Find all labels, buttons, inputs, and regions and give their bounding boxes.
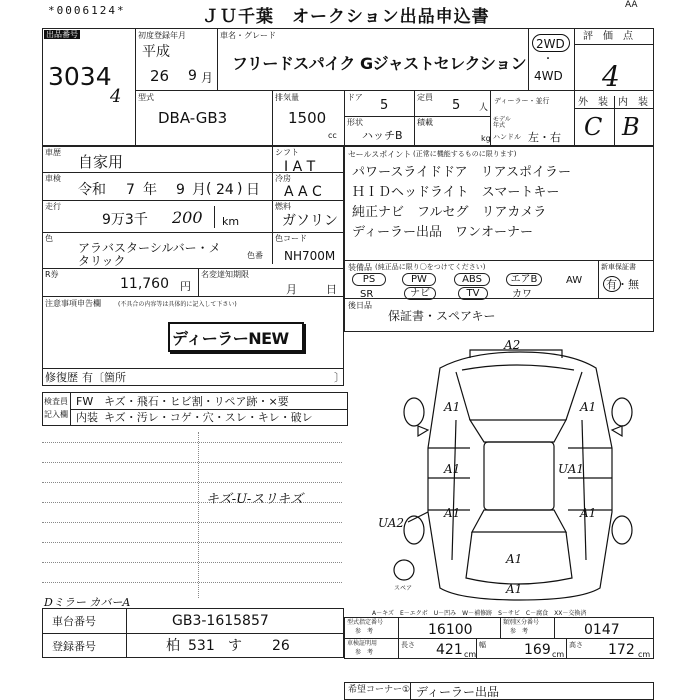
capacity-value: 5: [452, 98, 461, 113]
mileage-value: 9万3千: [102, 212, 148, 228]
recycle-unit: 円: [180, 280, 191, 293]
registration-label: 初度登録年月: [138, 31, 186, 40]
sales-point-line: パワースライドドア リアスポイラー: [352, 165, 572, 180]
interior-label: 内 装: [618, 97, 648, 108]
form-title: ＪＵ千葉 オークション出品申込書: [202, 7, 490, 27]
damage-mark: A1: [506, 552, 523, 566]
plate-class: 531: [188, 638, 215, 654]
shape-label: 形状: [347, 118, 363, 127]
name-change-month: 月: [286, 283, 297, 296]
vehicle-name: フリードスパイク Gジャストセレクション: [232, 54, 527, 73]
capacity-label: 定員: [417, 93, 433, 102]
inspection-day: 24: [216, 182, 234, 198]
shift-label: シフト: [275, 148, 299, 157]
inspection-day-close: ): [237, 181, 243, 197]
notice-hint: (不具合の内容等は具体的に記入して下さい): [118, 301, 237, 308]
repair-label: 修復歴: [45, 371, 78, 384]
fuel-label: 燃料: [275, 202, 291, 211]
inspection-month-unit: 月: [192, 182, 206, 198]
fuel-value: ガソリン: [282, 213, 338, 229]
displacement-value: 1500: [288, 109, 327, 127]
shape-value: ハッチB: [362, 129, 403, 142]
width-value: 169: [524, 642, 551, 658]
registration-year: 26: [150, 67, 170, 85]
class-no-value: 0147: [584, 622, 620, 638]
damage-mark: A1: [580, 400, 597, 414]
shift-value: I A T: [284, 159, 316, 175]
class-no-label: 類別区分番号: [503, 619, 540, 626]
equip-sr: SR: [360, 289, 374, 300]
sales-point-line: 純正ナビ フルセグ リアカメラ: [352, 205, 547, 220]
chassis-value: GB3-1615857: [172, 613, 269, 629]
equipment-label: 装備品: [348, 263, 372, 272]
drive-dot: ・: [543, 54, 553, 65]
inspection-year: 7: [126, 182, 135, 198]
type-approval-value: 16100: [428, 622, 473, 638]
length-value: 421: [436, 642, 463, 658]
sales-point-line: ディーラー出品 ワンオーナー: [352, 225, 533, 240]
remarks-label: 後日品: [348, 301, 372, 310]
displacement-unit: cc: [328, 131, 337, 140]
grade-score: 4: [602, 60, 620, 93]
width-label: 幅: [479, 641, 486, 649]
color-label: 色: [45, 234, 53, 243]
drive-4wd: 4WD: [534, 69, 563, 83]
corner-value: ディーラー出品: [416, 685, 500, 699]
recycle-value: 11,760: [120, 276, 169, 292]
damage-mark: A1: [444, 462, 461, 476]
name-change-day: 日: [326, 283, 337, 296]
dealer-parallel: ディーラー・並行: [494, 97, 550, 105]
corner-label: 希望コーナー①: [348, 685, 411, 695]
sales-point-line: ＨＩＤヘッドライト スマートキー: [352, 185, 560, 200]
load-unit: kg: [481, 134, 491, 143]
color-no-label: 色番: [247, 251, 263, 260]
registration-month-unit: 月: [201, 71, 214, 85]
color-value-line1: アラバスターシルバー・メ: [78, 241, 221, 255]
equip-leather: カワ: [512, 289, 532, 300]
aircon-label: 冷房: [275, 174, 291, 183]
handle-label: ハンドル: [493, 133, 521, 141]
color-code-label: 色コード: [275, 234, 307, 243]
equipment-hint: (純正品に限り〇をつけてください): [375, 263, 486, 271]
dealer-new-stamp-text: ディーラーNEW: [172, 329, 289, 348]
length-unit: cm: [464, 650, 477, 659]
plate-number: 26: [272, 638, 290, 654]
equip-tv: TV: [458, 287, 488, 300]
aircon-value: A A C: [284, 184, 322, 200]
serial-number: *0006124*: [48, 4, 126, 17]
exterior-grade: C: [584, 113, 603, 141]
spare-label: スペア: [394, 585, 413, 592]
repair-close: 〕: [334, 371, 345, 384]
model-value: DBA-GB3: [158, 109, 228, 127]
lot-score-note: 4: [110, 86, 122, 107]
inspector-hand-note: キズ-U-スリキズ: [206, 492, 303, 507]
length-label: 長さ: [401, 641, 415, 649]
type-approval-sub: 参 考: [355, 628, 374, 635]
inspector-fw-line: キズ・飛石・ヒビ割・リペア跡・×要: [104, 395, 289, 408]
plate-kana: す: [228, 638, 242, 654]
registration-era: 平成: [142, 44, 170, 60]
height-value: 172: [608, 642, 635, 658]
inspection-day-open: (: [206, 181, 212, 197]
equip-ps: PS: [352, 273, 386, 286]
grade-label: 評 価 点: [583, 31, 633, 42]
width-unit: cm: [552, 650, 565, 659]
equip-aw: AW: [566, 275, 583, 286]
damage-mark: A1: [580, 506, 597, 520]
handle-value: 左・右: [528, 131, 561, 144]
mileage-hand: 200: [172, 208, 203, 227]
bottom-hand-note: Dミラー カバーA: [44, 596, 131, 609]
inspector-interior: 内装: [76, 411, 98, 424]
plate-label: 登録番号: [52, 640, 96, 653]
exterior-label: 外 装: [578, 97, 608, 108]
inspector-interior-line: キズ・汚レ・コゲ・穴・スレ・キレ・破レ: [104, 411, 313, 424]
type-approval-label: 型式指定番号: [347, 619, 384, 626]
damage-mark: A1: [444, 506, 461, 520]
damage-mark: UA1: [558, 462, 585, 476]
history-label: 車歴: [45, 148, 61, 157]
color-code: NH700M: [284, 249, 336, 263]
inspector-fw: FW: [76, 395, 94, 408]
height-unit: cm: [638, 650, 651, 659]
model-label: 型式: [138, 93, 154, 102]
inspection-label: 車検: [45, 174, 61, 183]
manual-value: 有・無: [606, 278, 639, 291]
name-change-label: 名変達知期限: [201, 270, 249, 279]
damage-mark: A1: [444, 400, 461, 414]
chassis-label: 車台番号: [52, 615, 96, 628]
vehicle-name-label: 車名・グレード: [220, 31, 276, 40]
corner-note: AA: [625, 0, 638, 10]
equip-abs: ABS: [454, 273, 490, 286]
model-year-label: モデル 年式: [493, 116, 511, 129]
inspection-year-unit: 年: [143, 182, 157, 198]
sales-points-hint: (正常に機能するものに限ります): [413, 150, 517, 158]
equip-navi: ナビ: [404, 287, 436, 300]
damage-legend: A－キズ E－エクボ U－凹み W－補修跡 S－サビ C－腐食 XX－交換済: [372, 610, 587, 617]
damage-mark: A2: [504, 338, 521, 352]
class-no-sub: 参 考: [510, 628, 529, 635]
dimensions-sub: 参 考: [355, 649, 374, 656]
sales-points-label: セールスポイント: [348, 150, 412, 159]
inspection-day-unit: 日: [246, 182, 260, 198]
mileage-unit: km: [222, 215, 240, 228]
plate-city: 柏: [166, 638, 180, 654]
height-label: 高さ: [569, 641, 583, 649]
inspection-month: 9: [176, 182, 185, 198]
displacement-label: 排気量: [275, 93, 299, 102]
damage-mark: A1: [506, 582, 523, 596]
lot-number: 3034: [48, 62, 112, 91]
history-value: 自家用: [78, 153, 124, 171]
mileage-label: 走行: [45, 202, 61, 211]
color-value-line2: タリック: [78, 254, 126, 268]
lot-label: 出品番号: [46, 30, 78, 39]
interior-grade: B: [622, 113, 640, 141]
equip-airbag: エアB: [506, 273, 542, 286]
inspector-label1: 検査員: [44, 397, 68, 406]
repair-value: 有〔箇所: [82, 371, 126, 384]
inspection-era: 令和: [78, 182, 106, 198]
notice-label: 注意事項申告欄: [45, 299, 101, 308]
drive-2wd: 2WD: [536, 37, 565, 51]
damage-mark: UA2: [378, 516, 405, 530]
capacity-unit: 人: [479, 103, 489, 113]
dimensions-label: 車検証明用: [347, 640, 378, 647]
registration-month: 9: [188, 68, 197, 84]
manual-label: 新車保証書: [601, 263, 636, 271]
equip-pw: PW: [402, 273, 436, 286]
doors-value: 5: [380, 98, 389, 113]
doors-label: ドア: [347, 93, 363, 102]
remarks-value: 保証書・スペアキー: [388, 309, 496, 323]
load-label: 積載: [417, 118, 433, 127]
recycle-label: R券: [45, 270, 59, 279]
inspector-label2: 記入欄: [44, 410, 68, 419]
